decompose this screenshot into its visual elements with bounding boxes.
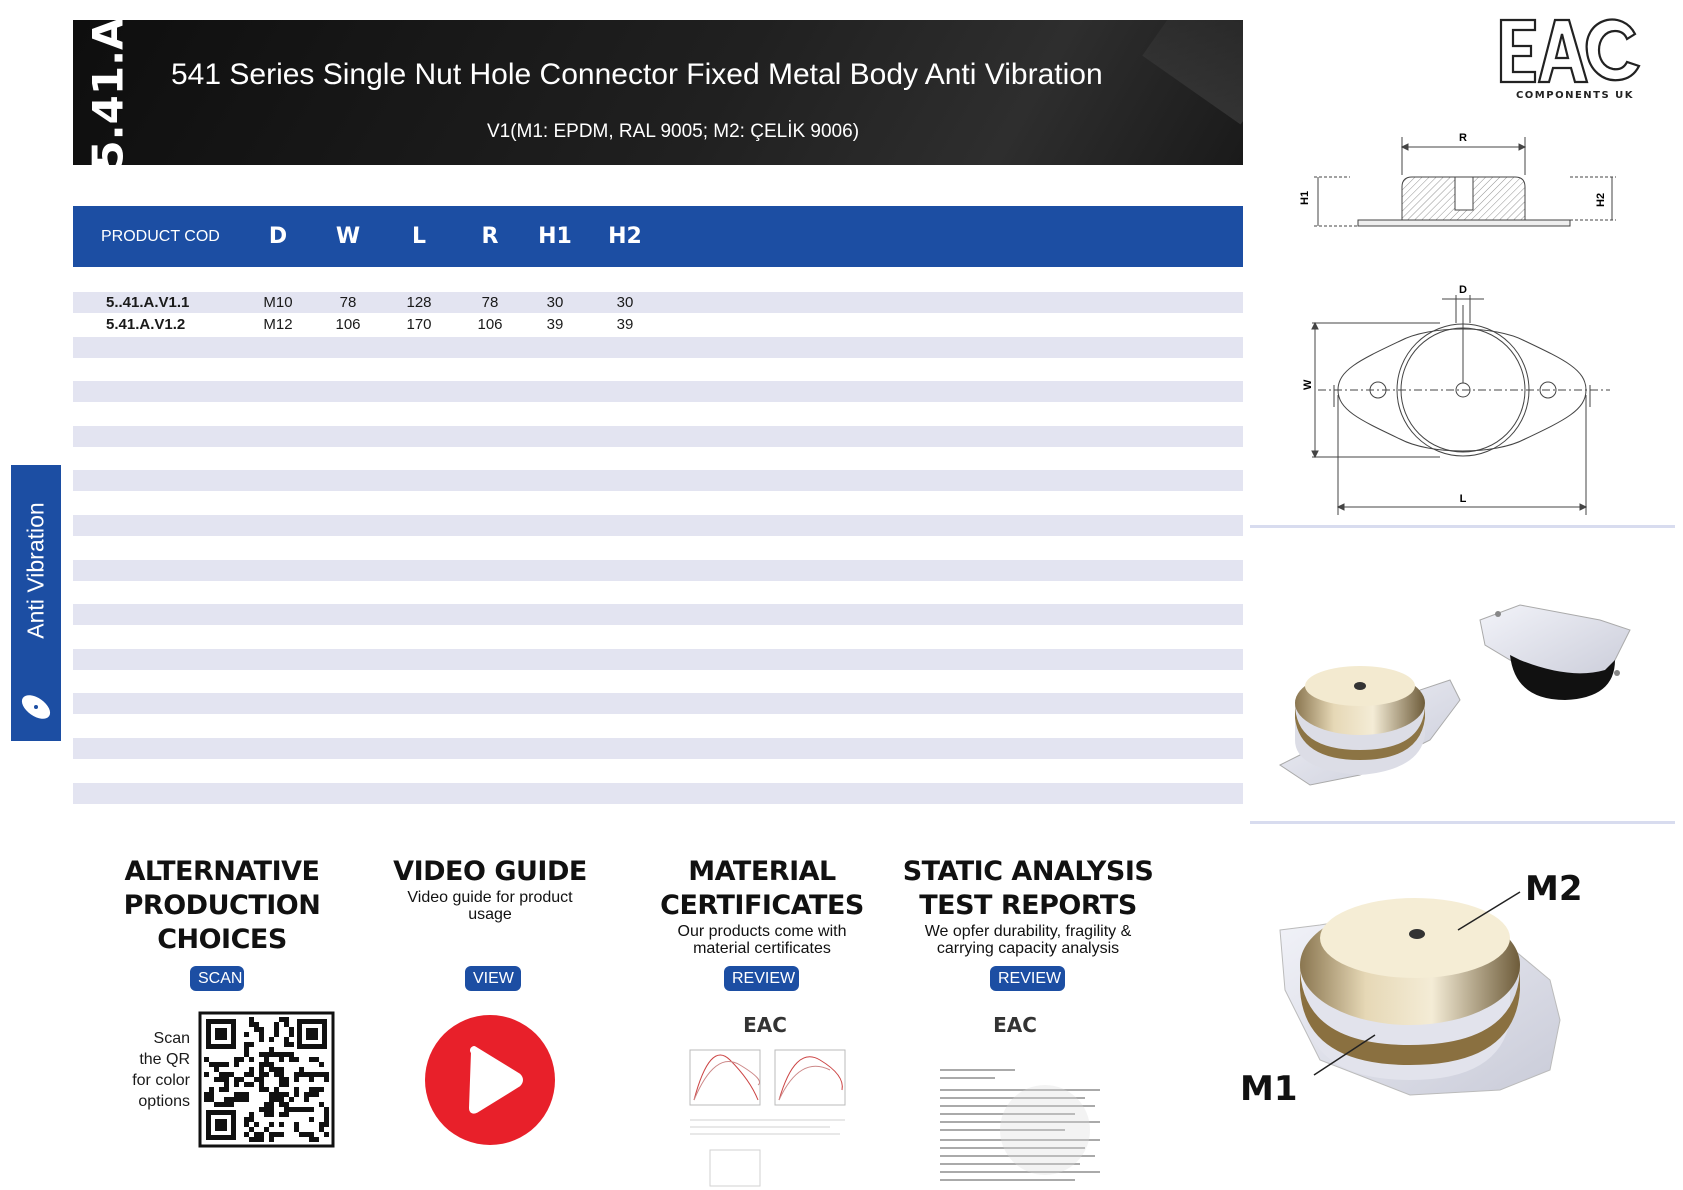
- qr-module: [279, 1132, 284, 1137]
- section-desc: Our products come with material certificates: [677, 923, 847, 957]
- qr-module: [314, 1057, 319, 1062]
- qr-module: [324, 1117, 329, 1122]
- qr-module: [314, 1072, 319, 1077]
- qr-module: [304, 1072, 309, 1077]
- category-label: Anti Vibration: [22, 501, 49, 639]
- qr-module: [274, 1032, 279, 1037]
- qr-module: [259, 1132, 264, 1137]
- side-view-drawing: [1290, 125, 1630, 260]
- table-stripe: [73, 693, 1243, 714]
- qr-module: [299, 1067, 304, 1072]
- qr-module: [274, 1092, 279, 1097]
- col-l: L: [411, 224, 427, 249]
- qr-module: [279, 1112, 284, 1117]
- qr-module: [219, 1072, 224, 1077]
- qr-module: [239, 1077, 244, 1082]
- qr-module: [204, 1097, 209, 1102]
- qr-module: [289, 1042, 294, 1047]
- qr-module: [209, 1092, 214, 1097]
- qr-module: [244, 1132, 249, 1137]
- qr-module: [224, 1097, 229, 1102]
- qr-module: [214, 1067, 219, 1072]
- qr-module: [294, 1057, 299, 1062]
- qr-module: [244, 1052, 249, 1057]
- review-certificates-button[interactable]: REVIEW: [724, 966, 799, 991]
- qr-module: [259, 1077, 264, 1082]
- qr-module: [244, 1047, 249, 1052]
- qr-module: [284, 1022, 289, 1027]
- certificate-thumbnail[interactable]: [680, 1010, 855, 1190]
- qr-module: [254, 1077, 259, 1082]
- table-stripe: [73, 649, 1243, 670]
- cell-r: 78: [481, 294, 499, 311]
- qr-module: [229, 1097, 234, 1102]
- qr-module: [279, 1072, 284, 1077]
- section-desc: Video guide for product usage: [407, 889, 573, 923]
- dim-w-label: W: [1302, 379, 1314, 390]
- qr-module: [284, 1052, 289, 1057]
- eac-logo: [1495, 12, 1655, 108]
- qr-module: [224, 1062, 229, 1067]
- cell-w: 106: [335, 316, 361, 333]
- qr-module: [279, 1052, 284, 1057]
- qr-module: [269, 1122, 274, 1127]
- qr-module: [254, 1137, 259, 1142]
- qr-module: [269, 1062, 274, 1067]
- qr-module: [214, 1062, 219, 1067]
- qr-module: [279, 1097, 284, 1102]
- cell-h2: 39: [616, 316, 634, 333]
- qr-module: [279, 1017, 284, 1022]
- qr-module: [259, 1032, 264, 1037]
- qr-module: [289, 1057, 294, 1062]
- product-code-vertical: 5.41.A: [83, 16, 133, 170]
- qr-module: [304, 1092, 309, 1097]
- qr-module: [309, 1132, 314, 1137]
- qr-module: [249, 1127, 254, 1132]
- qr-module: [264, 1112, 269, 1117]
- qr-module: [284, 1042, 289, 1047]
- qr-module: [309, 1137, 314, 1142]
- play-video-icon[interactable]: [424, 1014, 556, 1146]
- thumb-logo: EAC: [743, 1013, 787, 1037]
- section-title: ALTERNATIVE PRODUCTION CHOICES: [123, 856, 321, 955]
- qr-module: [244, 1042, 249, 1047]
- qr-module: [224, 1102, 229, 1107]
- cell-product-code: 5.41.A.V1.2: [106, 316, 186, 333]
- qr-module: [249, 1057, 254, 1062]
- qr-module: [299, 1107, 304, 1112]
- qr-module: [294, 1127, 299, 1132]
- qr-module: [204, 1092, 209, 1097]
- qr-module: [244, 1032, 249, 1037]
- qr-module: [314, 1137, 319, 1142]
- qr-module: [204, 1057, 209, 1062]
- qr-module: [279, 1057, 284, 1062]
- top-view-drawing: [1290, 275, 1630, 525]
- qr-module: [279, 1122, 284, 1127]
- qr-module: [284, 1092, 289, 1097]
- table-row: [73, 314, 1243, 336]
- qr-module: [264, 1107, 269, 1112]
- qr-module: [309, 1107, 314, 1112]
- qr-module: [249, 1117, 254, 1122]
- cell-product-code: 5..41.A.V1.1: [106, 294, 190, 311]
- m2-callout: M2: [1525, 869, 1583, 909]
- material-certificates-section: [627, 855, 897, 957]
- qr-module: [284, 1112, 289, 1117]
- cell-r: 106: [477, 316, 503, 333]
- qr-module: [324, 1077, 329, 1082]
- qr-module: [309, 1077, 314, 1082]
- qr-module: [244, 1092, 249, 1097]
- qr-module: [214, 1102, 219, 1107]
- qr-module: [274, 1052, 279, 1057]
- table-stripe: [73, 470, 1243, 491]
- qr-module: [244, 1082, 249, 1087]
- qr-module: [279, 1067, 284, 1072]
- qr-module: [259, 1062, 264, 1067]
- qr-module: [234, 1057, 239, 1062]
- cell-h1: 39: [546, 316, 564, 333]
- qr-module: [279, 1077, 284, 1082]
- qr-module: [284, 1102, 289, 1107]
- qr-module: [209, 1097, 214, 1102]
- dim-l-label: L: [1459, 493, 1467, 505]
- qr-module: [284, 1107, 289, 1112]
- qr-module: [269, 1137, 274, 1142]
- qr-module: [264, 1052, 269, 1057]
- qr-module: [294, 1092, 299, 1097]
- cell-h1: 30: [546, 294, 564, 311]
- m1-callout: M1: [1240, 1069, 1298, 1109]
- col-product-code: PRODUCT COD: [101, 228, 220, 245]
- qr-module: [234, 1092, 239, 1097]
- qr-module: [304, 1107, 309, 1112]
- qr-module: [319, 1087, 324, 1092]
- product-photo-views: [1270, 600, 1670, 820]
- col-h1: H1: [538, 224, 572, 249]
- qr-module: [259, 1027, 264, 1032]
- qr-module: [219, 1077, 224, 1082]
- qr-module: [224, 1077, 229, 1082]
- qr-module: [299, 1132, 304, 1137]
- qr-module: [234, 1097, 239, 1102]
- dim-h1-label: H1: [1299, 190, 1311, 205]
- section-title: MATERIAL CERTIFICATES: [660, 856, 864, 921]
- qr-module: [284, 1082, 289, 1087]
- qr-module: [224, 1072, 229, 1077]
- qr-module: [289, 1032, 294, 1037]
- qr-module: [274, 1067, 279, 1072]
- anti-vibration-mount-icon: [17, 687, 55, 727]
- qr-module: [269, 1097, 274, 1102]
- qr-module: [314, 1087, 319, 1092]
- qr-module: [294, 1087, 299, 1092]
- cell-l: 128: [406, 294, 432, 311]
- section-desc: We opfer durability, fragility & carrying capacity analysis: [924, 923, 1132, 957]
- qr-module: [309, 1072, 314, 1077]
- material-callout-photo: [1240, 869, 1680, 1190]
- cell-l: 170: [406, 316, 432, 333]
- dim-h2-label: H2: [1595, 192, 1607, 207]
- qr-module: [249, 1042, 254, 1047]
- qr-module: [269, 1037, 274, 1042]
- qr-module: [259, 1072, 264, 1077]
- qr-module: [279, 1082, 284, 1087]
- qr-module: [289, 1097, 294, 1102]
- qr-module: [239, 1092, 244, 1097]
- qr-module: [249, 1022, 254, 1027]
- qr-module: [244, 1097, 249, 1102]
- qr-module: [209, 1062, 214, 1067]
- col-d: D: [268, 224, 288, 249]
- qr-module: [324, 1122, 329, 1127]
- qr-module: [289, 1052, 294, 1057]
- qr-module: [274, 1072, 279, 1077]
- qr-module: [324, 1072, 329, 1077]
- qr-module: [259, 1107, 264, 1112]
- qr-module: [259, 1037, 264, 1042]
- qr-module: [274, 1132, 279, 1137]
- qr-module: [264, 1102, 269, 1107]
- qr-module: [304, 1097, 309, 1102]
- qr-module: [269, 1047, 274, 1052]
- qr-module: [204, 1072, 209, 1077]
- qr-module: [309, 1092, 314, 1097]
- scan-button[interactable]: SCAN: [190, 966, 244, 991]
- table-stripe: [73, 783, 1243, 804]
- product-title: 541 Series Single Nut Hole Connector Fixed Metal Body Anti Vibration: [171, 58, 1103, 91]
- review-reports-button[interactable]: REVIEW: [990, 966, 1065, 991]
- qr-module: [254, 1022, 259, 1027]
- qr-module: [284, 1017, 289, 1022]
- qr-module: [234, 1082, 239, 1087]
- cell-h2: 30: [616, 294, 634, 311]
- qr-module: [319, 1062, 324, 1067]
- qr-module: [209, 1087, 214, 1092]
- qr-module: [279, 1092, 284, 1097]
- table-row: [73, 292, 1243, 314]
- qr-module: [219, 1087, 224, 1092]
- scan-instruction: Scan the QR for color options: [132, 1030, 190, 1110]
- qr-module: [324, 1112, 329, 1117]
- qr-module: [319, 1102, 324, 1107]
- qr-module: [314, 1092, 319, 1097]
- qr-module: [319, 1127, 324, 1132]
- qr-module: [234, 1062, 239, 1067]
- qr-module: [319, 1122, 324, 1127]
- dim-d-label: D: [1459, 284, 1467, 296]
- product-subtitle: V1(M1: EPDM, RAL 9005; M2: ÇELİK 9006): [486, 121, 860, 142]
- qr-module: [259, 1082, 264, 1087]
- qr-module: [294, 1077, 299, 1082]
- cell-w: 78: [339, 294, 357, 311]
- table-stripe: [73, 381, 1243, 402]
- table-stripe: [73, 515, 1243, 536]
- qr-module: [219, 1062, 224, 1067]
- table-stripe: [73, 604, 1243, 625]
- section-title: VIDEO GUIDE: [393, 856, 587, 887]
- divider: [1250, 525, 1675, 528]
- qr-module: [294, 1072, 299, 1077]
- logo-subtitle: COMPONENTS UK: [1515, 90, 1635, 101]
- dim-r-label: R: [1459, 132, 1467, 144]
- qr-module: [264, 1057, 269, 1062]
- qr-module: [274, 1022, 279, 1027]
- qr-module: [254, 1027, 259, 1032]
- qr-module: [269, 1132, 274, 1137]
- qr-module: [239, 1057, 244, 1062]
- title-banner: [73, 16, 1243, 170]
- qr-module: [309, 1087, 314, 1092]
- qr-module: [294, 1107, 299, 1112]
- qr-module: [269, 1112, 274, 1117]
- col-w: W: [335, 224, 361, 249]
- qr-module: [274, 1097, 279, 1102]
- qr-module: [269, 1052, 274, 1057]
- qr-module: [309, 1057, 314, 1062]
- qr-module: [244, 1122, 249, 1127]
- qr-module: [279, 1102, 284, 1107]
- qr-module: [229, 1102, 234, 1107]
- category-side-tab[interactable]: [11, 465, 61, 741]
- qr-code[interactable]: [200, 1013, 333, 1146]
- qr-module: [289, 1107, 294, 1112]
- qr-module: [249, 1112, 254, 1117]
- qr-module: [264, 1127, 269, 1132]
- qr-module: [269, 1102, 274, 1107]
- col-r: R: [481, 224, 499, 249]
- col-h2: H2: [608, 224, 642, 249]
- qr-module: [254, 1132, 259, 1137]
- qr-module: [324, 1132, 329, 1137]
- qr-module: [244, 1117, 249, 1122]
- section-title: STATIC ANALYSIS TEST REPORTS: [902, 856, 1154, 921]
- qr-module: [249, 1082, 254, 1087]
- qr-module: [284, 1037, 289, 1042]
- qr-module: [214, 1077, 219, 1082]
- qr-module: [259, 1137, 264, 1142]
- qr-module: [264, 1072, 269, 1077]
- video-guide-section: [355, 855, 625, 923]
- qr-module: [264, 1087, 269, 1092]
- qr-module: [319, 1072, 324, 1077]
- alternative-production-section: [87, 855, 357, 957]
- test-report-thumbnail[interactable]: [935, 1010, 1110, 1190]
- qr-module: [299, 1072, 304, 1077]
- qr-module: [274, 1027, 279, 1032]
- table-stripe: [73, 426, 1243, 447]
- qr-module: [269, 1107, 274, 1112]
- qr-module: [219, 1102, 224, 1107]
- qr-module: [284, 1077, 289, 1082]
- qr-module: [249, 1067, 254, 1072]
- divider: [1250, 821, 1675, 824]
- table-stripe: [73, 560, 1243, 581]
- table-header: [73, 206, 1243, 267]
- qr-module: [249, 1072, 254, 1077]
- qr-module: [234, 1077, 239, 1082]
- qr-module: [324, 1107, 329, 1112]
- qr-module: [269, 1092, 274, 1097]
- qr-module: [269, 1067, 274, 1072]
- qr-module: [274, 1087, 279, 1092]
- cell-d: M10: [263, 294, 293, 311]
- thumb-logo: EAC: [993, 1013, 1037, 1037]
- table-stripe: [73, 738, 1243, 759]
- qr-module: [259, 1067, 264, 1072]
- cell-d: M12: [263, 316, 293, 333]
- qr-module: [254, 1122, 259, 1127]
- table-stripe: [73, 337, 1243, 358]
- qr-module: [309, 1117, 314, 1122]
- qr-module: [229, 1072, 234, 1077]
- qr-module: [264, 1062, 269, 1067]
- view-button[interactable]: VIEW: [465, 966, 521, 991]
- qr-module: [259, 1052, 264, 1057]
- qr-module: [249, 1137, 254, 1142]
- qr-module: [244, 1072, 249, 1077]
- static-analysis-section: [893, 855, 1163, 957]
- qr-module: [289, 1027, 294, 1032]
- qr-module: [259, 1087, 264, 1092]
- qr-module: [249, 1017, 254, 1022]
- qr-module: [304, 1132, 309, 1137]
- qr-module: [239, 1097, 244, 1102]
- qr-module: [224, 1087, 229, 1092]
- qr-module: [224, 1082, 229, 1087]
- qr-module: [294, 1122, 299, 1127]
